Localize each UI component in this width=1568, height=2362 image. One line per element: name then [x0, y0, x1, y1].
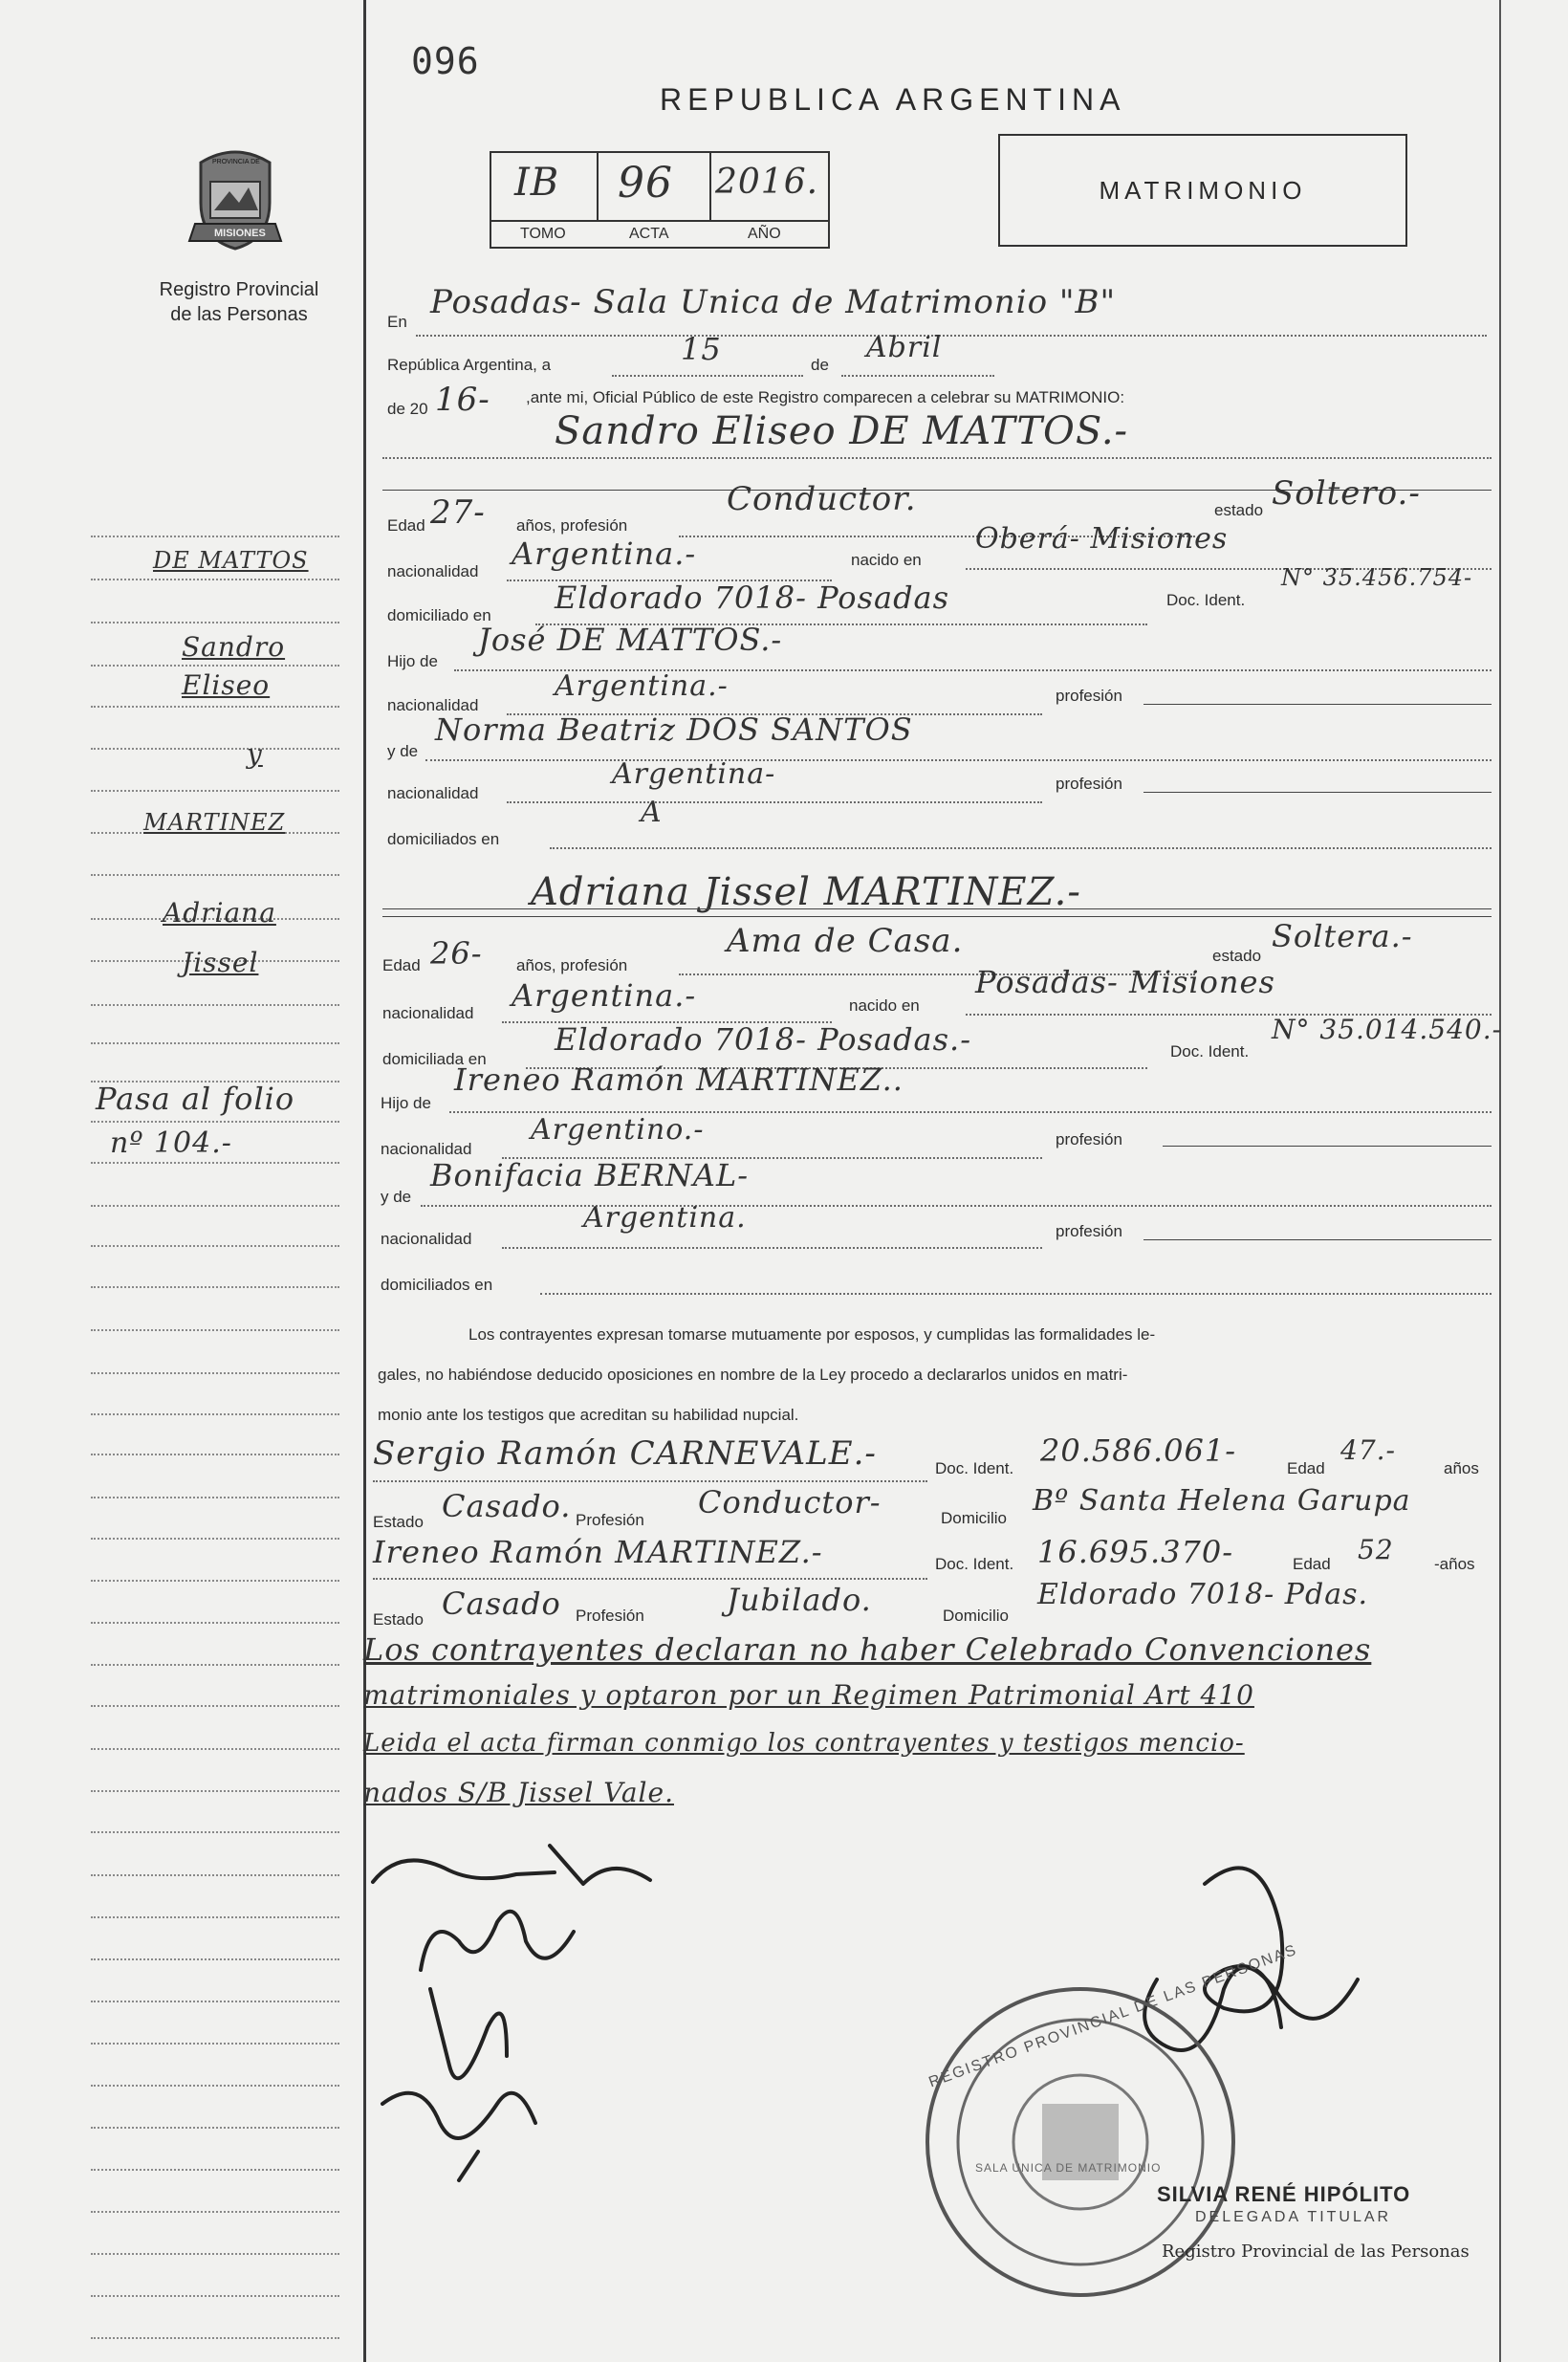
ano-cell [711, 153, 826, 220]
witness-1-domicilio-label: Domicilio [941, 1509, 1007, 1527]
acta-cell [599, 153, 711, 220]
acta-value: 96 [618, 159, 673, 208]
witness-2-doc: 16.695.370- [1037, 1534, 1234, 1570]
act-type-box [998, 134, 1407, 247]
page-number: 096 [411, 40, 480, 82]
groom-father-prof-label: profesión [1056, 687, 1122, 705]
groom-anos-profesion-label: años, profesión [516, 516, 628, 535]
bride-estado-label: estado [1212, 947, 1262, 965]
year-suffix: 16- [435, 381, 490, 419]
groom-hijo-label: Hijo de [387, 652, 438, 670]
notes-line-4: nados S/B Jissel Vale. [363, 1777, 674, 1808]
bride-nacido-label: nacido en [849, 996, 920, 1015]
bride-father-nat-label: nacionalidad [381, 1140, 472, 1158]
tomo-label: TOMO [520, 226, 566, 242]
notes-line-1: Los contrayentes declaran no haber Celebrado Convenciones [363, 1631, 1372, 1668]
groom-estado-label: estado [1214, 501, 1264, 519]
groom-marital: Soltero.- [1272, 474, 1421, 513]
witness-1-age: 47.- [1340, 1434, 1396, 1466]
registry-line-2: de las Personas [170, 304, 308, 325]
groom-edad-label: Edad [387, 516, 425, 535]
bride-profession: Ama de Casa. [727, 922, 964, 960]
year-prefix: de 20 [387, 400, 428, 418]
act-type-label: MATRIMONIO [1099, 176, 1307, 205]
margin-surname-2: MARTINEZ [143, 809, 286, 836]
groom-doc-label: Doc. Ident. [1166, 591, 1246, 609]
witness-1-estado-label: Estado [373, 1513, 424, 1531]
republic-label: República Argentina, a [387, 356, 552, 374]
ano-value: 2016. [715, 163, 819, 202]
groom-age: 27- [430, 493, 486, 532]
bride-mother: Bonifacia BERNAL- [430, 1157, 750, 1193]
bride-father: Ireneo Ramón MARTINEZ.. [454, 1061, 904, 1098]
groom-name: Sandro Eliseo DE MATTOS.- [555, 409, 1129, 453]
declaration-line-2: gales, no habiéndose deducido oposiciones en nombre de la Ley procedo a declararlos unidos en matri- [378, 1366, 1128, 1384]
groom-birthplace: Oberá- Misiones [975, 522, 1229, 556]
margin-surname-1: DE MATTOS [153, 547, 309, 574]
bride-edad-label: Edad [382, 956, 421, 974]
bride-birthplace: Posadas- Misiones [975, 964, 1275, 1000]
bride-doc: N° 35.014.540.- [1272, 1014, 1503, 1045]
official-title: DELEGADA TITULAR [1195, 2209, 1392, 2225]
groom-nationality: Argentina.- [512, 536, 697, 572]
declaration-line-1: Los contrayentes expresan tomarse mutuamente por esposos, y cumplidas las formalidades le- [468, 1325, 1156, 1344]
margin-given-1a: Sandro [182, 631, 286, 663]
stamp-inner-text: SALA ÚNICA DE MATRIMONIO [975, 2161, 1162, 2175]
bride-nationality: Argentina.- [512, 977, 697, 1014]
bride-hijo-label: Hijo de [381, 1094, 431, 1112]
margin-conjunction: y [247, 738, 263, 770]
day: 15 [681, 331, 722, 367]
tomo-cell [491, 153, 599, 220]
witness-2-edad-label: Edad [1293, 1555, 1331, 1573]
groom-father-nat: Argentina.- [555, 669, 729, 703]
bride-anos-profesion-label: años, profesión [516, 956, 628, 974]
bride-father-prof-label: profesión [1056, 1130, 1122, 1148]
act-number-box [490, 151, 830, 249]
witness-1-estado: Casado. [442, 1488, 572, 1524]
groom-parents-dom-label: domiciliados en [387, 830, 500, 848]
groom-nat-label: nacionalidad [387, 562, 479, 580]
groom-mother-nat: Argentina- [612, 757, 776, 791]
bride-nat-label: nacionalidad [382, 1004, 474, 1022]
groom-mother: Norma Beatriz DOS SANTOS [435, 711, 913, 748]
witness-1-doc: 20.586.061- [1040, 1433, 1237, 1469]
bride-address: Eldorado 7018- Posadas.- [555, 1021, 972, 1058]
margin-given-2b: Jissel [182, 947, 259, 978]
bride-mother-nat: Argentina. [583, 1201, 747, 1235]
bride-age: 26- [430, 935, 483, 972]
groom-domiciliado-label: domiciliado en [387, 606, 491, 624]
declaration-line-3: monio ante los testigos que acreditan su habilidad nupcial. [378, 1406, 799, 1424]
seal-top-text: PROVINCIA DE [212, 159, 260, 165]
groom-profession: Conductor. [727, 480, 917, 518]
ano-label: AÑO [748, 226, 781, 242]
witness-2-domicilio-label: Domicilio [943, 1607, 1009, 1625]
stamp-text: REGISTRO PROVINCIAL DE LAS PERSONAS [926, 1941, 1300, 2091]
bride-mother-nat-label: nacionalidad [381, 1230, 472, 1248]
place: Posadas- Sala Unica de Matrimonio "B" [430, 283, 1117, 321]
witness-2-domicilio: Eldorado 7018- Pdas. [1037, 1578, 1369, 1611]
province-seal-logo [182, 143, 289, 251]
witness-1-anos-label: años [1444, 1459, 1479, 1477]
tomo-value: IB [514, 161, 560, 205]
bride-domiciliada-label: domiciliada en [382, 1050, 487, 1068]
bride-mother-prof-label: profesión [1056, 1222, 1122, 1240]
bride-marital: Soltera.- [1272, 918, 1413, 954]
statement: ,ante mi, Oficial Público de este Registro comparecen a celebrar su MATRIMONIO: [526, 388, 1125, 406]
witness-2-profesion: Jubilado. [727, 1582, 872, 1618]
groom-address: Eldorado 7018- Posadas [555, 580, 950, 616]
margin-given-1b: Eliseo [182, 669, 271, 701]
margin-note-1: Pasa al folio [96, 1081, 295, 1117]
groom-father: José DE MATTOS.- [478, 622, 783, 658]
de-label: de [811, 356, 829, 374]
bride-doc-label: Doc. Ident. [1170, 1042, 1250, 1061]
groom-mother-prof-label: profesión [1056, 775, 1122, 793]
country-title: REPUBLICA ARGENTINA [660, 82, 1126, 117]
witness-2-doc-label: Doc. Ident. [935, 1555, 1014, 1573]
bride-yde-label: y de [381, 1188, 412, 1206]
bride-name: Adriana Jissel MARTINEZ.- [531, 870, 1081, 914]
margin-note-2: nº 104.- [110, 1126, 232, 1160]
witness-1-name: Sergio Ramón CARNEVALE.- [373, 1434, 877, 1473]
month: Abril [866, 331, 943, 364]
bride-parents-dom-label: domiciliados en [381, 1276, 493, 1294]
groom-mother-nat-label: nacionalidad [387, 784, 479, 802]
witness-1-profesion: Conductor- [698, 1484, 882, 1520]
witness-2-age: 52 [1358, 1534, 1394, 1565]
witness-1-domicilio: Bº Santa Helena Garupa [1033, 1484, 1411, 1518]
witness-2-profesion-label: Profesión [576, 1607, 644, 1625]
witness-2-anos-label: -años [1434, 1555, 1475, 1573]
groom-nacido-label: nacido en [851, 551, 922, 569]
groom-father-nat-label: nacionalidad [387, 696, 479, 714]
witness-2-estado-label: Estado [373, 1610, 424, 1629]
signatures [363, 1836, 1501, 2352]
notes-line-3: Leida el acta firman conmigo los contrayentes y testigos mencio- [363, 1729, 1245, 1758]
witness-2-name: Ireneo Ramón MARTINEZ.- [373, 1534, 823, 1570]
groom-yde-label: y de [387, 742, 419, 760]
groom-parents-dom: A [641, 796, 663, 829]
witness-1-doc-label: Doc. Ident. [935, 1459, 1014, 1477]
official-name: SILVIA RENÉ HIPÓLITO [1157, 2182, 1411, 2206]
groom-doc: N° 35.456.754- [1281, 564, 1473, 591]
registry-line-1: Registro Provincial [159, 279, 319, 300]
notes-line-2: matrimoniales y optaron por un Regimen Patrimonial Art 410 [363, 1679, 1254, 1711]
witness-2-estado: Casado [442, 1586, 561, 1622]
en-label: En [387, 313, 407, 331]
acta-label: ACTA [629, 226, 669, 242]
witness-1-edad-label: Edad [1287, 1459, 1325, 1477]
witness-1-profesion-label: Profesión [576, 1511, 644, 1529]
official-org: Registro Provincial de las Personas [1162, 2242, 1470, 2262]
margin-given-2a: Adriana [163, 897, 276, 929]
seal-bottom-text: MISIONES [214, 228, 266, 239]
bride-father-nat: Argentino.- [531, 1113, 705, 1147]
